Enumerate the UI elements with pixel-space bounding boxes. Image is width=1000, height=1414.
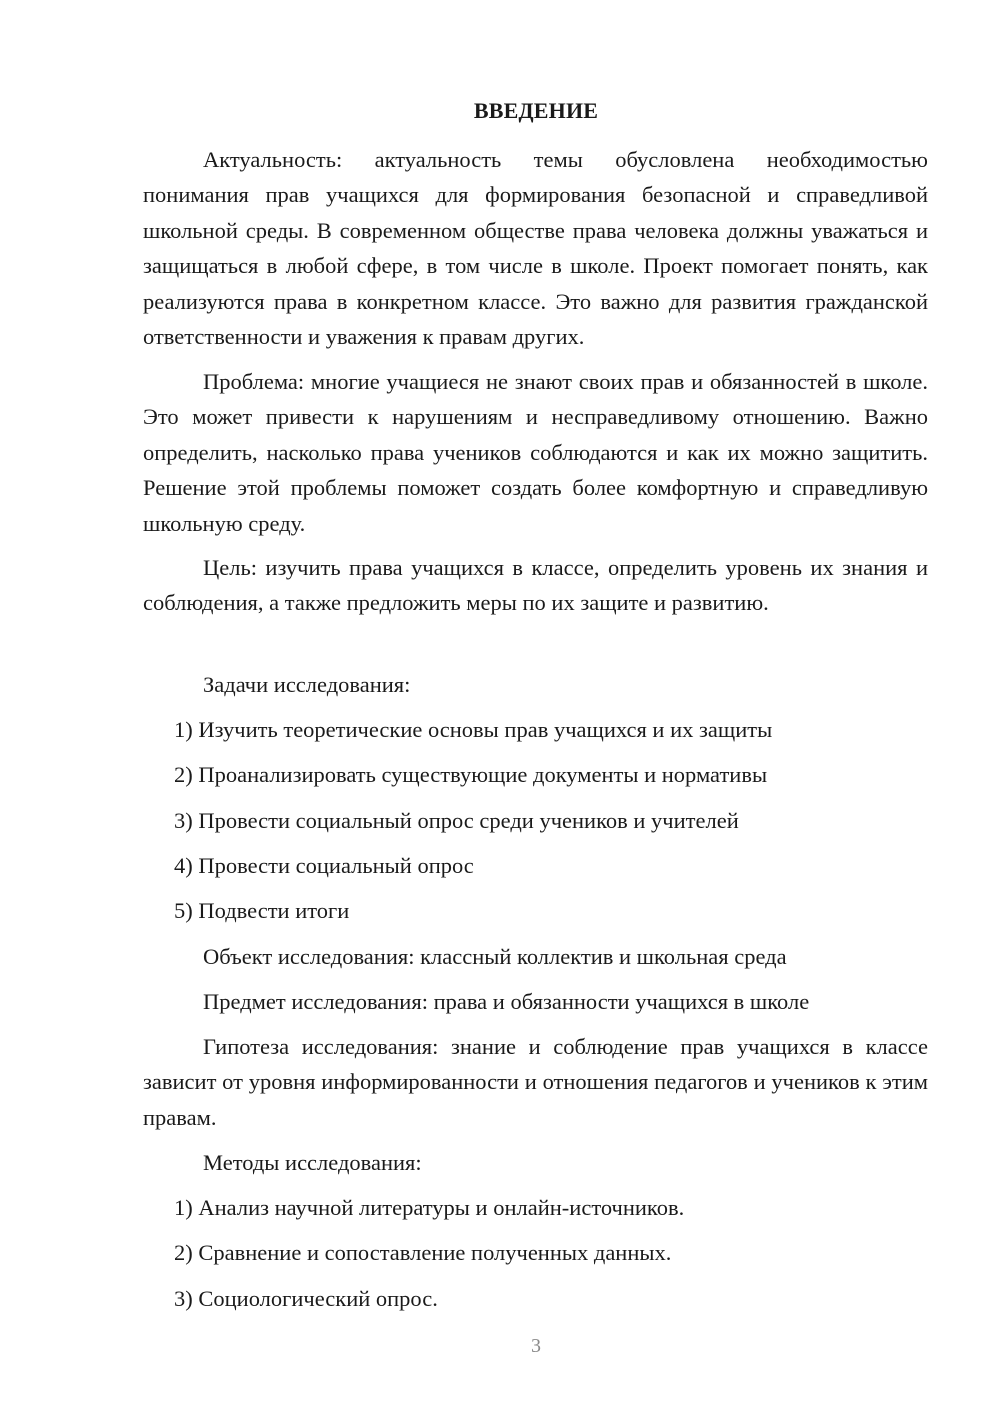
problem-paragraph: Проблема: многие учащиеся не знают своих прав и обязанностей в школе. Это может привести к нарушениям и несправедливому отношению. Важно определить, насколько права учеников соблюдаются и как их можно защитить. Решение этой проблемы поможет создать более комфортную и справедливую школьную среду. <box>143 369 928 536</box>
method-item-2: 2) Сравнение и сопоставление полученных данных. <box>174 1240 672 1265</box>
hypothesis-paragraph: Гипотеза исследования: знание и соблюдение прав учащихся в классе зависит от уровня информированности и отношения педагогов и учеников к этим правам. <box>143 1034 928 1130</box>
task-item-1: 1) Изучить теоретические основы прав учащихся и их защиты <box>174 717 773 742</box>
task-item-5: 5) Подвести итоги <box>174 898 350 923</box>
task-item-2: 2) Проанализировать существующие документы и нормативы <box>174 762 768 787</box>
research-subject: Предмет исследования: права и обязанности учащихся в школе <box>203 989 810 1014</box>
method-item-1: 1) Анализ научной литературы и онлайн-источников. <box>174 1195 685 1220</box>
page-title: ВВЕДЕНИЕ <box>473 98 599 123</box>
page-number: 3 <box>531 1335 541 1357</box>
relevance-paragraph: Актуальность: актуальность темы обусловлена необходимостью понимания прав учащихся для формирования безопасной и справедливой школьной среды. В современном обществе права человека должны уважаться и защищаться в любой сфере, в том числе в школе. Проект помогает понять, как реализуются права в конкретном классе. Это важно для развития гражданской ответственности и уважения к правам других. <box>143 147 928 350</box>
tasks-title: Задачи исследования: <box>203 672 411 697</box>
method-item-3: 3) Социологический опрос. <box>174 1286 438 1311</box>
research-object: Объект исследования: классный коллектив и школьная среда <box>203 944 787 969</box>
methods-title: Методы исследования: <box>203 1150 422 1175</box>
goal-paragraph: Цель: изучить права учащихся в классе, определить уровень их знания и соблюдения, а также предложить меры по их защите и развитию. <box>143 555 928 616</box>
task-item-4: 4) Провести социальный опрос <box>174 853 474 878</box>
task-item-3: 3) Провести социальный опрос среди учеников и учителей <box>174 808 739 833</box>
